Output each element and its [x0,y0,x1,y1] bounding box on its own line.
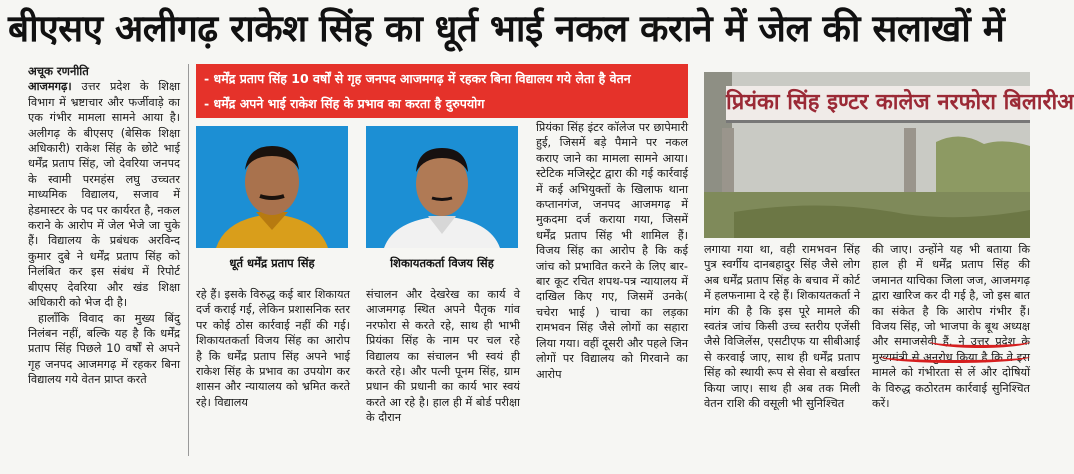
complainant-photo [366,126,518,248]
paragraph: हालाँकि विवाद का मुख्य बिंदु निलंबन नहीं, बल्कि यह है कि धर्मेंद्र प्रताप सिंह पिछले 10 वर्षों से अपने गृह जनपद आजमगढ़ में रहकर बिना विद्यालय गये वेतन प्राप्त करते [28,311,180,387]
dateline: आजमगढ़। [28,80,72,94]
article-column-1 [28,64,180,456]
article-column-6 [872,242,1030,456]
school-sign: प्रियंका सिंह इण्टर कालेज नरफोरा बिलारीअ [726,86,1030,123]
highlight-line: - धर्मेंद्र अपने भाई राकेश सिंह के प्रभाव का करता है दुरुपयोग [204,96,485,111]
paragraph: संचालन और देखरेख का कार्य वे आजमगढ़ स्थित अपने पैतृक गांव नरफोरा से करते रहे, साथ ही भाभी प्रियंका सिंह के नाम पर चल रहे विद्यालय का संचालन भी स्वयं ही करते रहे। और पत्नी पूनम सिंह, ग्राम प्रधान की प्रधानी का कार्य भार स्वयं करते आ रहे है। हाल ही में बोर्ड परीक्षा के दौरान [366,288,520,425]
school-sign-photo [704,72,1074,238]
accused-photo [196,126,348,248]
paragraph: लगाया गया था, वही रामभवन सिंह पुत्र स्वर्गीय दानबहादुर सिंह जैसे लोग अब धर्मेंद्र प्रताप सिंह के बचाव में कोर्ट में हलफनामा दे रहे हैं। शिकायतकर्ता ने मांग की है कि इस पूरे मामले की स्वतंत्र जांच किसी उच्च स्तरीय एजेंसी जैसे विजिलेंस, एसटीएफ या सीबीआई से करवाई जाए, साथ ही धर्मेंद्र प्रताप सिंह को स्थायी रूप से सेवा से बर्खास्त किया जाए। साथ ही अब तक मिली वेतन राशि की वसूली भी सुनिश्चित [704,243,860,411]
highlight-box [196,64,688,118]
article-column-4 [536,120,688,456]
photo-caption: शिकायतकर्ता विजय सिंह [390,256,494,270]
article-column-3 [366,287,520,456]
byline: अचूक रणनीति [28,64,89,78]
headline: बीएसए अलीगढ़ राकेश सिंह का धूर्त भाई नकल कराने में जेल की सलाखों में [8,7,1005,50]
paragraph: प्रियंका सिंह इंटर कॉलेज पर छापेमारी हुई, जिसमें बड़े पैमाने पर नकल कराए जाने का मामला सामने आया। स्टेटिक मजिस्ट्रेट द्वारा की गई कार्रवाई में कई अभियुक्तों के खिलाफ थाना कप्तानगंज, जनपद आजमगढ़ में मुकदमा दर्ज कराया गया, जिसमें धर्मेंद्र प्रताप सिंह भी शामिल हैं। विजय सिंह का आरोप है कि कई जांच को प्रभावित करने के लिए बार-बार कूट रचित शपथ-पत्र न्यायालय में दाखिल किए गए, जिसमें उनके( चचेरा भाई ) चाचा का लड़का रामभवन सिंह जैसे लोगों का सहारा लिया गया। वहीं दूसरी और पहले जिन लोगों पर विद्यालय को गिरवाने का आरोप [536,121,688,381]
article-column-5 [704,242,860,456]
highlight-line: - धर्मेंद्र प्रताप सिंह 10 वर्षों से गृह जनपद आजमगढ़ में रहकर बिना विद्यालय गये लेता है वेतन [204,71,631,86]
red-underline [880,350,1030,363]
red-underline [930,335,1030,348]
paragraph: रहे हैं। इसके विरुद्ध कई बार शिकायत दर्ज कराई गई, लेकिन प्रशासनिक स्तर पर कोई ठोस कार्रवाई नहीं की गई। शिकायतकर्ता विजय सिंह का आरोप है कि धर्मेंद्र प्रताप सिंह अपने भाई राकेश सिंह के प्रभाव का उपयोग कर शासन और न्यायालय को भ्रमित करते रहे। विद्यालय [196,288,350,409]
paragraph: उत्तर प्रदेश के शिक्षा विभाग में भ्रष्टाचार और फर्जीवाड़े का एक गंभीर मामला सामने आया है। अलीगढ़ के बीएसए (बेसिक शिक्षा अधिकारी) राकेश सिंह के छोटे भाई धर्मेंद्र प्रताप सिंह, जो देवरिया जनपद के स्वामी परमहंस लघु उच्चतर माध्यमिक विद्यालय, सजाव में हेडमास्टर के पद पर कार्यरत है, नकल कराने के आरोप में जेल भेजे जा चुके हैं। विद्यालय के प्रबंधक अरविन्द कुमार दुबे ने धर्मेंद्र प्रताप सिंह को निलंबित कर इस संबंध में रिपोर्ट बीएसए देवरिया और खंड शिक्षा अधिकारी को भेज दी है। [28,80,181,310]
article-column-2 [196,287,350,456]
paragraph: की जाए। उन्होंने यह भी बताया कि हाल ही में धर्मेंद्र प्रताप सिंह की जमानत याचिका जिला जज, आजमगढ़ द्वारा खारिज कर दी गई है, जो इस बात का संकेत है कि आरोप गंभीर हैं। विजय सिंह, जो भाजपा के बूथ अध्यक्ष और समाजसेवी हैं, ने उत्तर प्रदेश के मुख्यमंत्री से अनुरोध किया है कि वे इस मामले को गंभीरता से लें और दोषियों के विरुद्ध कठोरतम कार्रवाई सुनिश्चित करें। [872,243,1030,411]
column-divider [188,64,189,456]
photo-caption: धूर्त धर्मेंद्र प्रताप सिंह [229,256,315,270]
